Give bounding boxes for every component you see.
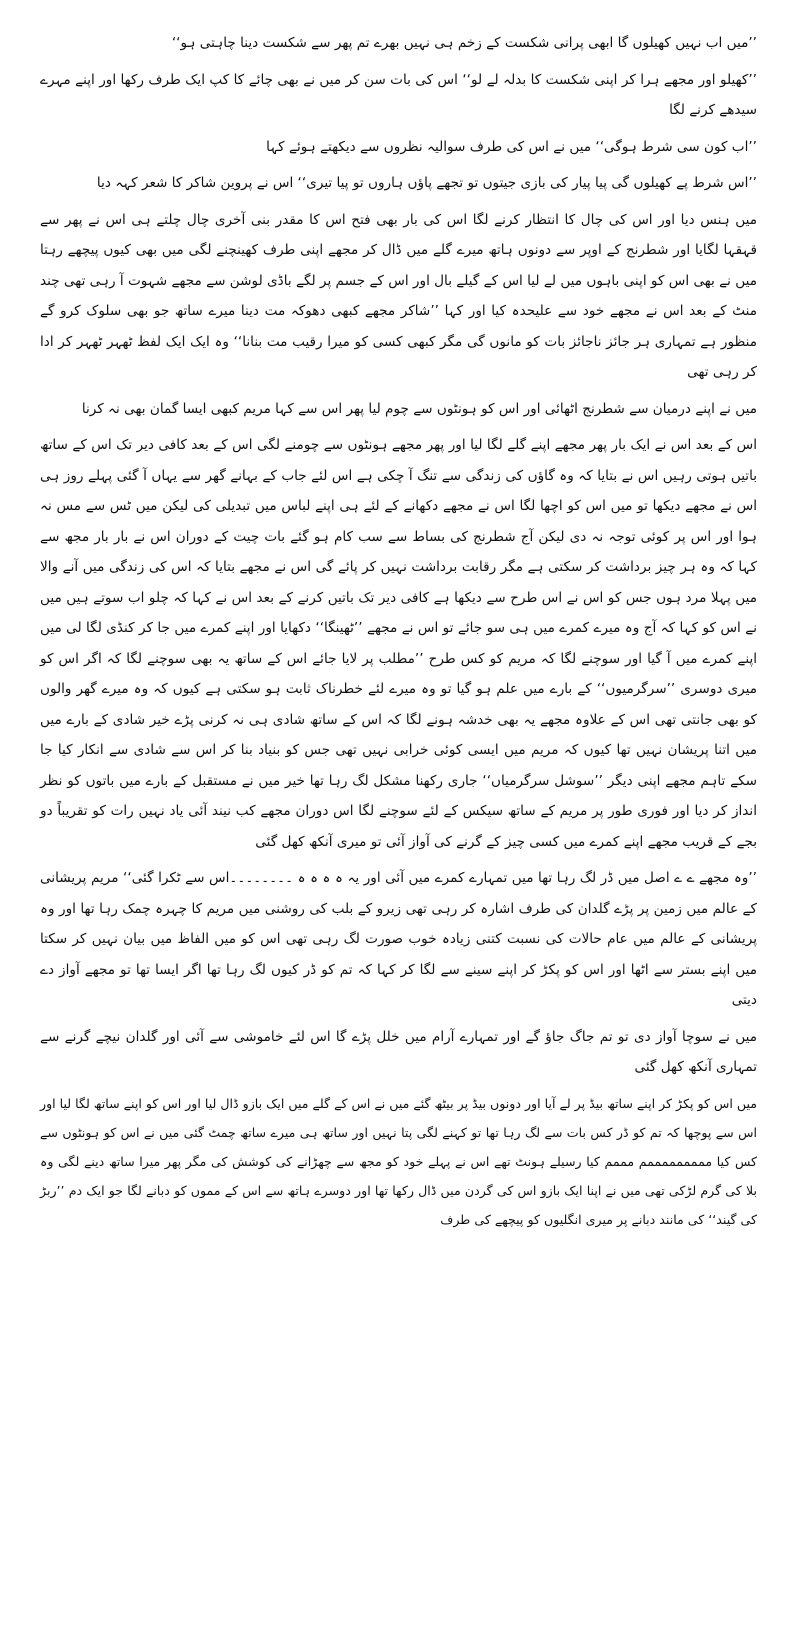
paragraph-9: میں نے سوچا آواز دی تو تم جاگ جاؤ گے اور تمہارے آرام میں خلل پڑے گا اس لئے خاموشی سے آئی اور گلدان نیچے گرنے سے تمہاری آنکھ کھل گئی xyxy=(40,1028,757,1075)
paragraph-3: ’’اب کون سی شرط ہوگی‘‘ میں نے اس کی طرف سوالیہ نظروں سے دیکھتے ہوئے کہا xyxy=(266,138,757,155)
paragraph-2: ’’کھیلو اور مجھے ہرا کر اپنی شکست کا بدلہ لے لو‘‘ اس کی بات سن کر میں نے بھی چائے کا کپ ایک طرف رکھا اور اپنے مہرے سیدھے کرنے لگا xyxy=(40,71,757,118)
paragraph-4-verse: ’’اس شرط پے کھیلوں گی پیا پیار کی بازی جیتوں تو تجھے پاؤں ہاروں تو پیا تیری‘‘ اس نے پروین شاکر کا شعر کہہ دیا xyxy=(96,175,757,191)
paragraph-8: ’’وہ مجھے ے ے اصل میں ڈر لگ رہا تھا میں تمہارے کمرے میں آئی اور یہ ہ ہ ہ ہ ۔۔۔۔۔۔۔۔اس سے ٹکرا گئی‘‘ مریم پریشانی کے عالم میں زمین پر پڑے گلدان کی طرف اشارہ کر رہی تھی زیرو کے بلب کی روشنی میں مریم کا چہرہ چمک رہا تھا اور وہ پریشانی کے عالم میں عام حالات کی نسبت کتنی زیادہ خوب صورت لگ رہی تھی اس کو میں الفاظ میں بیان نہیں کر سکتا میں اپنے بستر سے اٹھا اور اس کو پکڑ کر اپنے سینے سے لگا کر کہا کہ تم کو ڈر کیوں لگ رہا تھا اگر ایسا تھا تو مجھے آواز دے دیتی xyxy=(40,870,757,1008)
paragraph-7: اس کے بعد اس نے ایک بار پھر مجھے اپنے گلے لگا لیا اور پھر مجھے ہونٹوں سے چومنے لگی اس کے بعد کافی دیر تک اس کے ساتھ باتیں ہوتی رہیں اس نے بتایا کہ وہ گاؤں کی زندگی سے تنگ آ چکی ہے اس لئے جاب کے بہانے گھر سے یہاں آ گئی پہلے روز ہی اس نے مجھے دیکھا تو میں اس کو اچھا لگا اس نے مجھے دکھانے کے لئے ہی اپنے لباس میں تبدیلی کی لیکن میں ٹس سے مس نہ ہوا اور اس پر کوئی توجہ نہ دی لیکن آج شطرنج کی بساط سے سب کام ہو گئے بات چیت کے دوران اس نے بار بار مجھ سے کہا کہ وہ ہر چیز برداشت کر سکتی ہے مگر رقابت برداشت نہیں کر پائے گی اس نے مجھے بتایا کہ اس کی زندگی میں آنے والا میں پہلا مرد ہوں جس کو اس نے اس طرح سے دیکھا ہے کافی دیر تک باتیں کرنے کے بعد اس نے کہا کہ چلو اب سوتے ہیں میں نے اس کو کہا کہ آج وہ میرے کمرے میں ہی سو جائے تو اس نے مجھے ’’ٹھینگا‘‘ دکھایا اور اپنے کمرے میں جا کر کنڈی لگا لی میں اپنے کمرے میں آ گیا اور سوچنے لگا کہ مریم کو کس طرح ’’مطلب پر لایا جائے اس کے ساتھ یہ بھی سوچنے لگا کہ اگر اس کو میری دوسری ’’سرگرمیوں‘‘ کے بارے میں علم ہو گیا تو وہ میرے لئے خطرناک ثابت ہو سکتی ہے کیوں کہ وہ میرے گھر والوں کو بھی جانتی تھی اس کے علاوہ مجھے یہ بھی خدشہ ہونے لگا کہ اس کے ساتھ شادی ہی نہ کرنی پڑے خیر شادی کے بارے میں میں اتنا پریشان نہیں تھا کیوں کہ مریم میں ایسی کوئی خرابی نہیں تھی جس کو بنیاد بنا کر اس سے شادی سے انکار کیا جا سکے تاہم مجھے اپنی دیگر ’’سوشل سرگرمیاں‘‘ جاری رکھنا مشکل لگ رہا تھا خیر میں نے مستقبل کے بارے میں باتوں کو نظر انداز کر دیا اور فوری طور پر مریم کے ساتھ سیکس کے لئے سوچنے لگا اس دوران مجھے کب نیند آئی یاد نہیں رات کو تقریباً دو بجے کے قریب مجھے اپنے کمرے میں کسی چیز کے گرنے کی آواز آئی تو میری آنکھ کھل گئی xyxy=(40,437,757,850)
paragraph-10: میں اس کو پکڑ کر اپنے ساتھ بیڈ پر لے آیا اور دونوں بیڈ پر بیٹھ گئے میں نے اس کے گلے میں ایک بازو ڈال لیا اور اس کو اپنے ساتھ لگا لیا اور اس سے پوچھا کہ تم کو ڈر کس بات سے لگ رہا تھا تو کہنے لگی پتا نہیں اور ساتھ ہی میرے ساتھ چمٹ گئی میں نے اس کو ہونٹوں سے کس کیا مممممممممم مممم کیا رسیلے ہونٹ تھے اس نے پہلے خود کو مجھ سے چھڑانے کی کوشش کی مگر پھر میرا ساتھ دینے لگی وہ بلا کی گرم لڑکی تھی میں نے اپنا ایک بازو اس کی گردن میں ڈال رکھا تھا اور دوسرے ہاتھ سے اس کے مموں کو دبانے لگا جو ایک دم ’’ربڑ کی گیند‘‘ کی مانند دبانے پر میری انگلیوں کو پیچھے کی طرف xyxy=(40,1095,757,1227)
paragraph-1: ’’میں اب نہیں کھیلوں گا ابھی پرانی شکست کے زخم ہی نہیں بھرے تم پھر سے شکست دینا چاہتی ہو‘‘ xyxy=(171,35,757,51)
paragraph-6: میں نے اپنے درمیان سے شطرنج اٹھائی اور اس کو ہونٹوں سے چوم لیا پھر اس سے کہا مریم کبھی ایسا گمان بھی نہ کرنا xyxy=(81,400,757,417)
paragraph-5: میں ہنس دیا اور اس کی چال کا انتظار کرنے لگا اس کی بار بھی فتح اس کا مقدر بنی آخری چال چلتے ہی اس نے پھر سے قہقہا لگایا اور شطرنج کے اوپر سے دونوں ہاتھ میرے گلے میں ڈال کر مجھے اپنی طرف کھینچنے لگی میں بھی کیوں پیچھے رہتا میں نے بھی اس کو اپنی باہوں میں لے لیا اس کے گیلے بال اور اس کے جسم پر لگے باڈی لوشن سے مجھے شہوت آ رہی تھی چند منٹ کے بعد اس نے مجھے خود سے علیحدہ کیا اور کہا ’’شاکر مجھے کبھی دھوکہ مت دینا میرے ساتھ جو بھی سلوک کرو گے منظور ہے تمہاری ہر جائز ناجائز بات کو مانوں گی مگر کبھی کسی کو میرا رقیب مت بنانا‘‘ وہ ایک ایک لفظ ٹھہر ٹھہر کر ادا کر رہی تھی xyxy=(40,211,757,380)
